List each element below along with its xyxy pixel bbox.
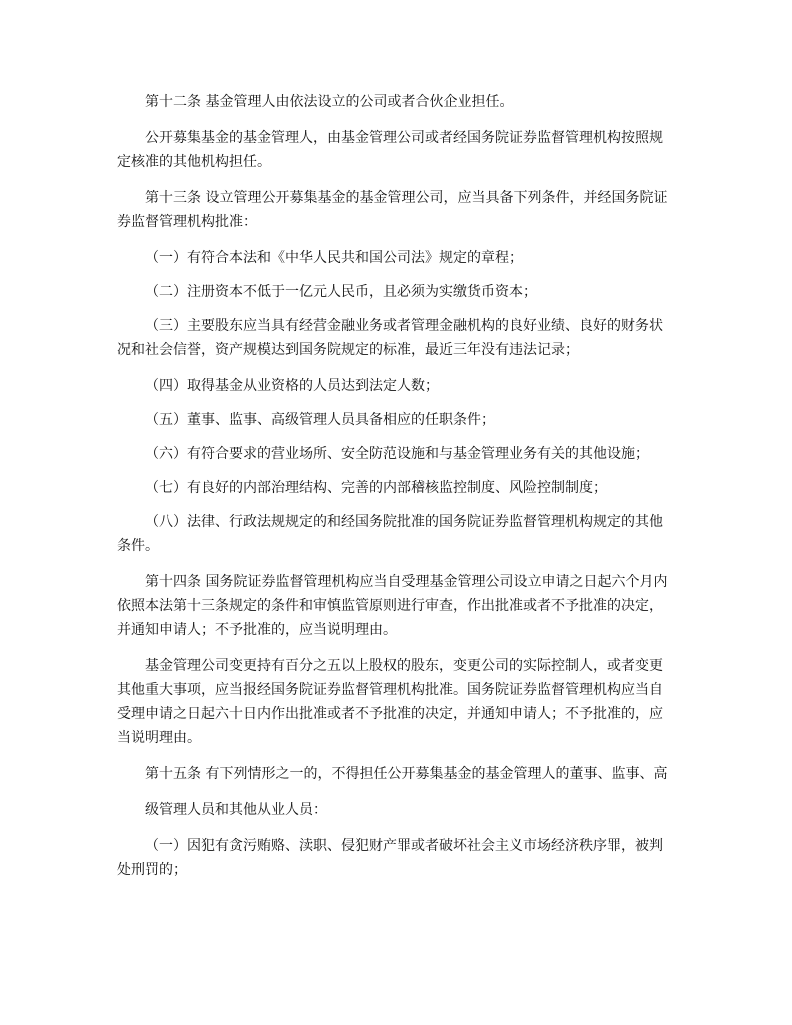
paragraph-article-15: 第十五条 有下列情形之一的，不得担任公开募集基金的基金管理人的董事、监事、高 (145, 766, 668, 782)
paragraph-article-12: 第十二条 基金管理人由依法设立的公司或者合伙企业担任。 (145, 94, 514, 110)
list-item-article-15-1: （一）因犯有贪污贿赂、渎职、侵犯财产罪或者破坏社会主义市场经济秩序罪，被判处刑罚的； (117, 838, 663, 878)
paragraph-shareholder-change: 基金管理公司变更持有百分之五以上股权的股东，变更公司的实际控制人，或者变更其他重大事项，应当报经国务院证券监督管理机构批准。国务院证券监督管理机构应当自受理申请之日起六十日内作出批准或者不予批准的决定，并通知申请人；不予批准的，应当说明理由。 (117, 658, 663, 746)
list-item-4: （四）取得基金从业资格的人员达到法定人数； (145, 378, 439, 394)
paragraph-article-15-continuation: 级管理人员和其他从业人员： (145, 802, 327, 818)
list-item-5: （五）董事、监事、高级管理人员具备相应的任职条件； (145, 412, 495, 428)
paragraph-article-13: 第十三条 设立管理公开募集基金的基金管理公司，应当具备下列条件，并经国务院证券监督管理机构批准： (117, 190, 668, 230)
list-item-2: （二）注册资本不低于一亿元人民币，且必须为实缴货币资本； (145, 284, 537, 300)
list-item-3: （三）主要股东应当具有经营金融业务或者管理金融机构的良好业绩、良好的财务状况和社会信誉，资产规模达到国务院规定的标准，最近三年没有违法记录； (117, 318, 663, 358)
paragraph-fund-manager-definition: 公开募集基金的基金管理人，由基金管理公司或者经国务院证券监督管理机构按照规定核准的其他机构担任。 (117, 130, 663, 170)
document-body (117, 90, 673, 894)
list-item-6: （六）有符合要求的营业场所、安全防范设施和与基金管理业务有关的其他设施； (145, 446, 649, 462)
list-item-7: （七）有良好的内部治理结构、完善的内部稽核监控制度、风险控制制度； (145, 480, 607, 496)
list-item-8: （八）法律、行政法规规定的和经国务院批准的国务院证券监督管理机构规定的其他条件。 (117, 514, 663, 554)
list-item-1: （一）有符合本法和《中华人民共和国公司法》规定的章程； (145, 250, 523, 266)
paragraph-article-14: 第十四条 国务院证券监督管理机构应当自受理基金管理公司设立申请之日起六个月内依照本法第十三条规定的条件和审慎监管原则进行审查，作出批准或者不予批准的决定，并通知申请人；不予批准的，应当说明理由。 (117, 574, 668, 638)
